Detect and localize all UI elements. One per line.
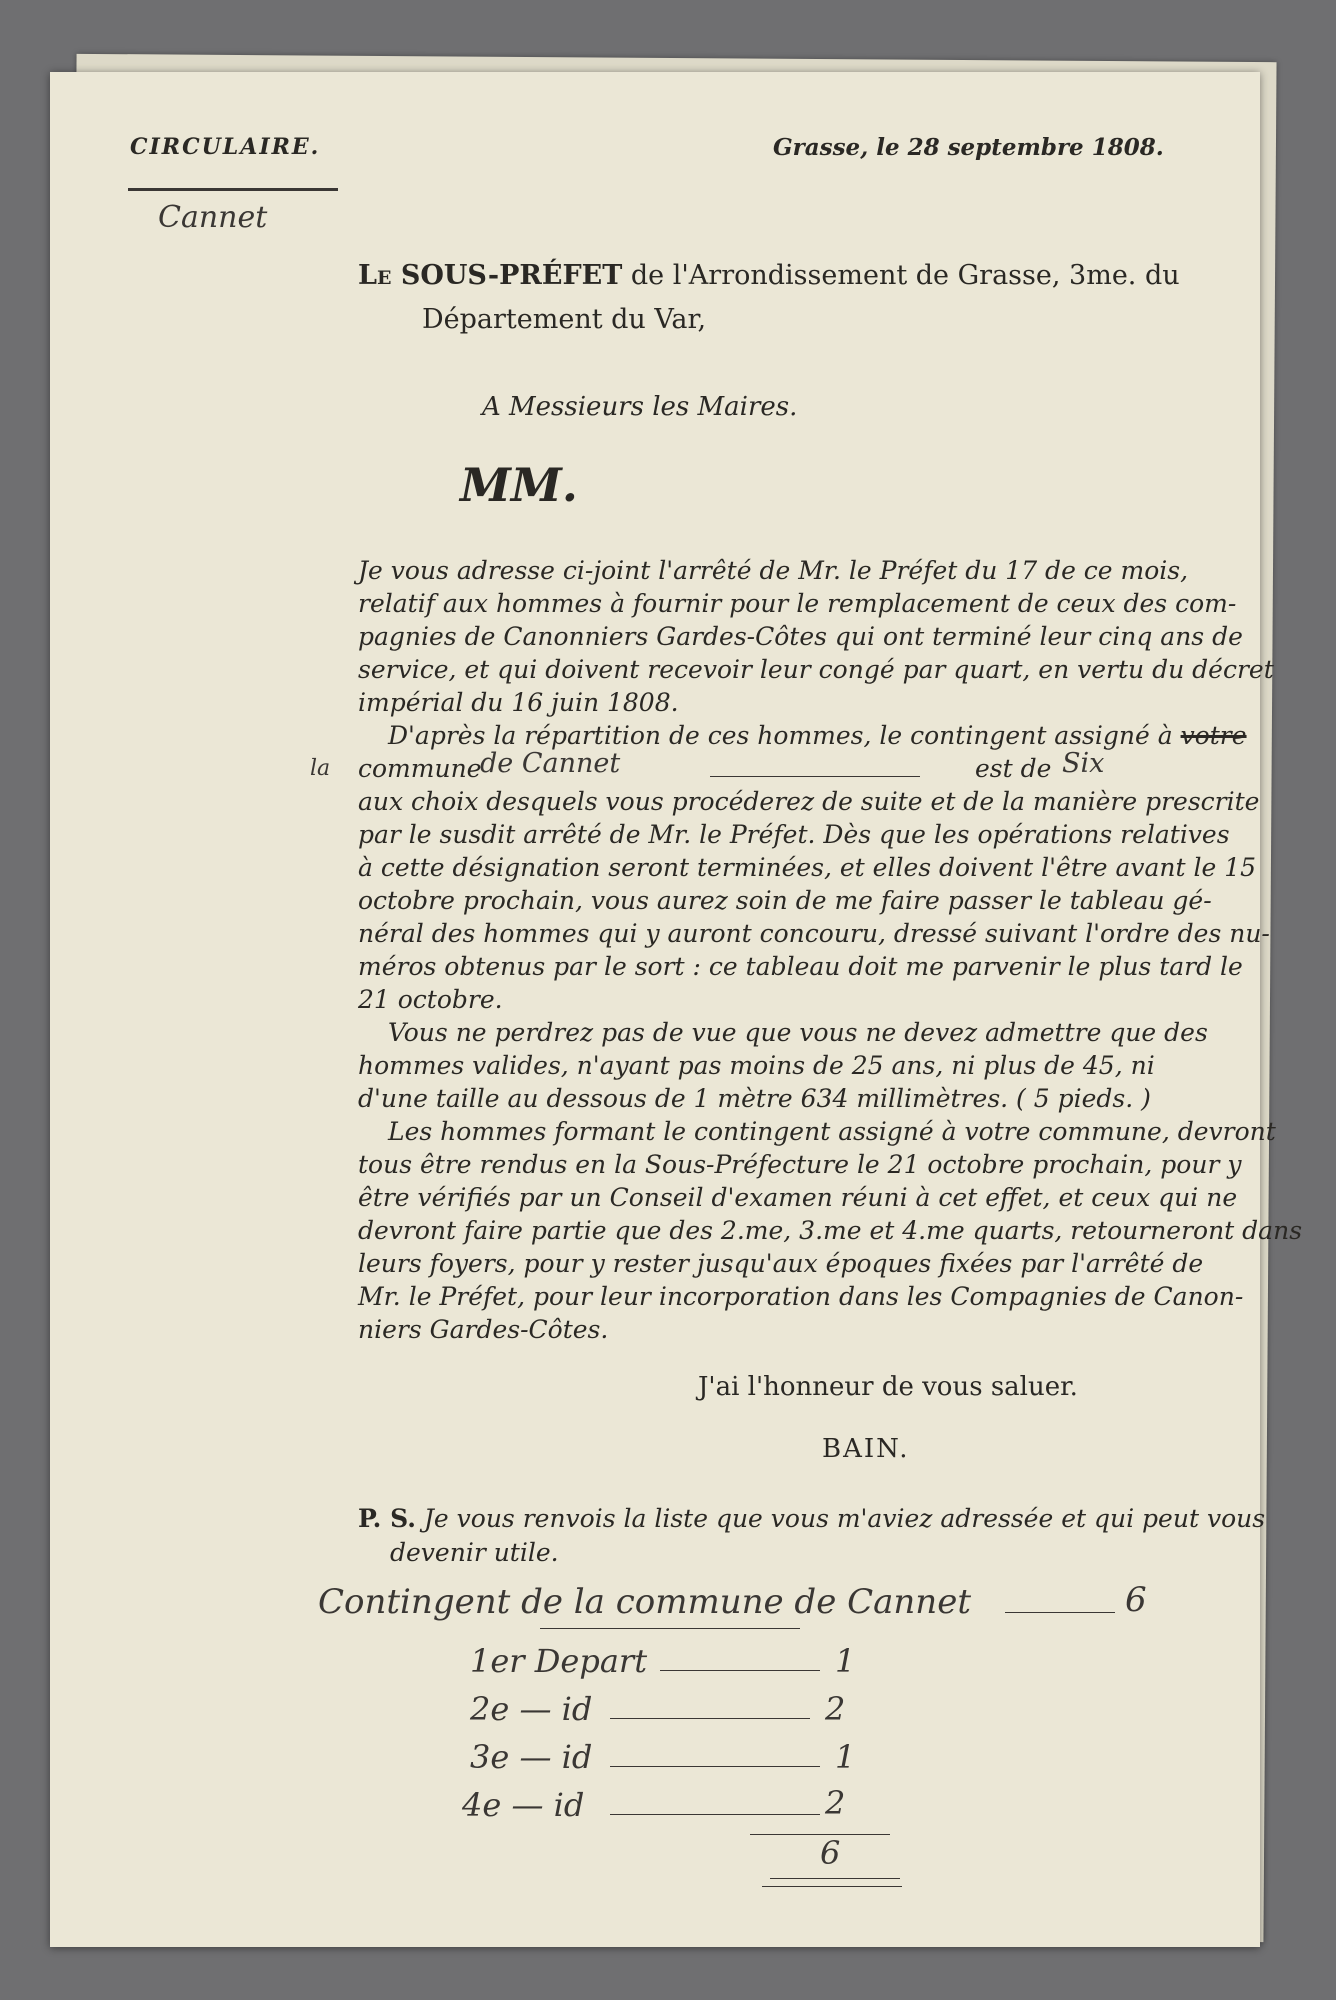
handwritten-grand-total: 6: [820, 1834, 841, 1872]
departure-count-3: 1: [835, 1738, 856, 1776]
para3-line-1: Vous ne perdrez pas de vue que vous ne devez admettre que des: [388, 1018, 1208, 1047]
header-underline: [128, 188, 338, 191]
postscript-line-1: [358, 1504, 1265, 1533]
margin-insert: la: [310, 756, 331, 781]
departure-count-4: 2: [825, 1784, 846, 1822]
salutation: MM.: [460, 458, 578, 512]
signature-bain: BAIN.: [822, 1434, 910, 1464]
para4-line-7: niers Gardes-Côtes.: [358, 1315, 609, 1344]
departure-label-3: 3e — id: [470, 1738, 593, 1776]
para2-line-9: 21 octobre.: [358, 985, 503, 1014]
para4-line-1: Les hommes formant le contingent assigné à votre commune, devront: [388, 1117, 1276, 1146]
para1-line-4: service, et qui doivent recevoir leur congé par quart, en vertu du décret: [358, 655, 1274, 684]
postscript-label: P. S.: [358, 1504, 416, 1533]
postscript-text-1: Je vous renvois la liste que vous m'aviez adressée et qui peut vous: [423, 1504, 1266, 1533]
title-line-1-rest: de l'Arrondissement de Grasse, 3me. du: [630, 260, 1180, 291]
struck-word: votre: [1180, 721, 1247, 750]
para2-line-1-text: D'après la répartition de ces hommes, le contingent assigné à: [388, 721, 1173, 750]
document-page: [50, 72, 1303, 1947]
handwritten-summary-total: 6: [1125, 1580, 1147, 1620]
summary-underline: [540, 1628, 800, 1629]
margin-handwritten-name: Cannet: [158, 200, 268, 235]
title-line-2: Département du Var,: [422, 304, 707, 335]
para2-line-6: octobre prochain, vous aurez soin de me faire passer le tableau gé-: [358, 886, 1212, 915]
postscript-line-2: devenir utile.: [390, 1538, 559, 1567]
para3-line-3: d'une taille au dessous de 1 mètre 634 millimètres. ( 5 pieds. ): [358, 1084, 1151, 1113]
total-rule-bottom-1: [770, 1878, 900, 1879]
para1-line-3: pagnies de Canonniers Gardes-Côtes qui ont terminé leur cinq ans de: [358, 622, 1243, 651]
handwritten-count: Six: [1062, 748, 1105, 779]
para1-line-2: relatif aux hommes à fournir pour le remplacement de ceux des com-: [358, 589, 1237, 618]
departure-label-1: 1er Depart: [470, 1642, 648, 1680]
title-sous-prefet: Le SOUS-PRÉFET: [358, 260, 623, 291]
para2-line-7: néral des hommes qui y auront concouru, dressé suivant l'ordre des nu-: [358, 919, 1270, 948]
departure-label-4: 4e — id: [462, 1786, 585, 1824]
title-line-1: [358, 260, 1180, 291]
departure-label-2: 2e — id: [470, 1690, 593, 1728]
place-date: Grasse, le 28 septembre 1808.: [773, 134, 1164, 161]
total-rule-bottom-2: [762, 1886, 902, 1887]
handwritten-summary-label: Contingent de la commune de Cannet: [318, 1582, 971, 1622]
para1-line-5: impérial du 16 juin 1808.: [358, 688, 679, 717]
departure-count-2: 2: [825, 1690, 846, 1728]
para4-line-5: leurs foyers, pour y rester jusqu'aux époques fixées par l'arrêté de: [358, 1249, 1204, 1278]
handwritten-commune: de Cannet: [480, 748, 621, 779]
para2-line-5: à cette désignation seront terminées, et elles doivent l'être avant le 15: [358, 853, 1257, 882]
para2-line-4: par le susdit arrêté de Mr. le Préfet. Dès que les opérations relatives: [358, 820, 1230, 849]
departure-count-1: 1: [835, 1642, 856, 1680]
para4-line-2: tous être rendus en la Sous-Préfecture le 21 octobre prochain, pour y: [358, 1150, 1242, 1179]
circulaire-label: CIRCULAIRE.: [130, 134, 321, 160]
para2-line-2-commune: commune: [358, 754, 482, 783]
summary-rule: [1005, 1612, 1115, 1613]
fill-in-rule: [710, 776, 920, 777]
departure-rule-4: [610, 1814, 820, 1815]
para4-line-3: être vérifiés par un Conseil d'examen réuni à cet effet, et ceux qui ne: [358, 1183, 1238, 1212]
closing-formula: J'ai l'honneur de vous saluer.: [698, 1372, 1078, 1402]
para4-line-4: devront faire partie que des 2.me, 3.me et 4.me quarts, retourneront dans: [358, 1216, 1303, 1245]
departure-rule-2: [610, 1718, 810, 1719]
departure-rule-3: [610, 1766, 820, 1767]
para1-line-1: Je vous adresse ci-joint l'arrêté de Mr. le Préfet du 17 de ce mois,: [358, 556, 1189, 585]
para4-line-6: Mr. le Préfet, pour leur incorporation dans les Compagnies de Canon-: [358, 1282, 1244, 1311]
para2-line-8: méros obtenus par le sort : ce tableau doit me parvenir le plus tard le: [358, 952, 1243, 981]
para3-line-2: hommes valides, n'ayant pas moins de 25 ans, ni plus de 45, ni: [358, 1051, 1155, 1080]
para2-line-2-est-de: est de: [975, 754, 1052, 783]
departure-rule-1: [660, 1670, 820, 1671]
para2-line-3: aux choix desquels vous procéderez de suite et de la manière prescrite: [358, 787, 1260, 816]
addressee: A Messieurs les Maires.: [482, 392, 798, 422]
